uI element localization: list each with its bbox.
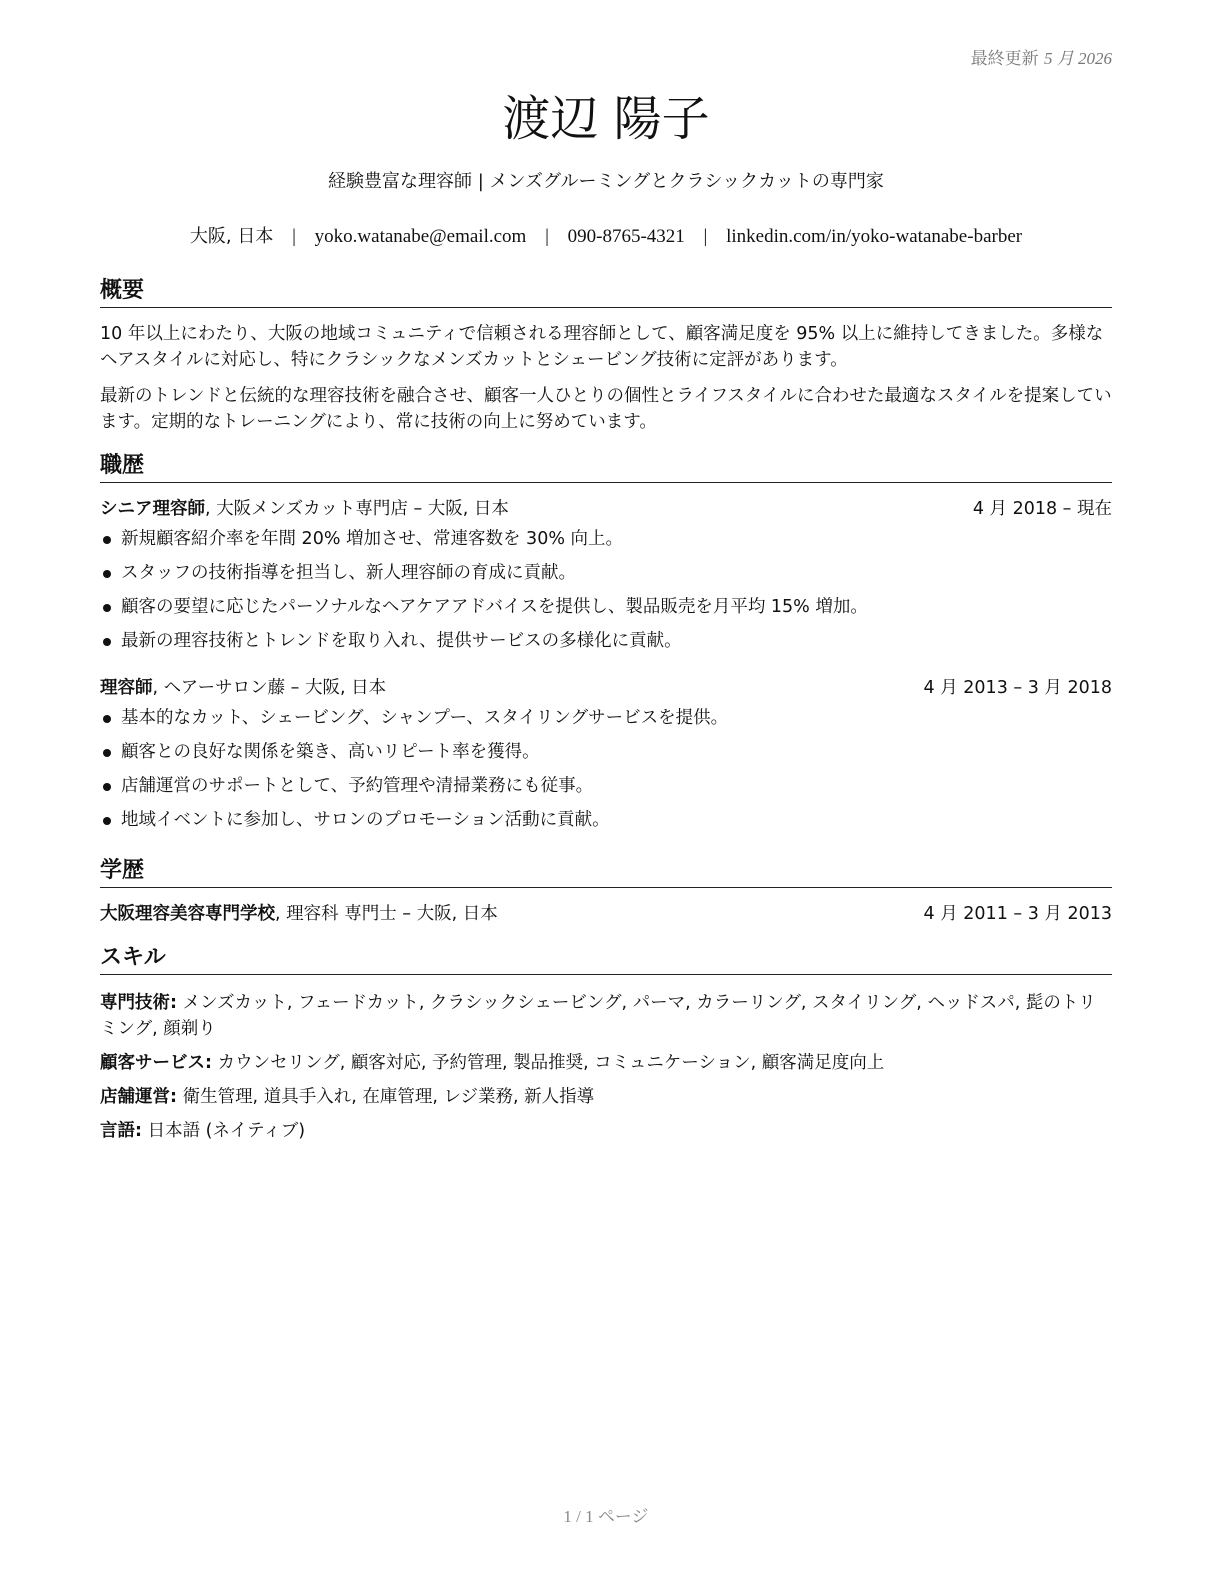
job-title-line: [100, 675, 386, 701]
job-role: シニア理容師: [100, 499, 205, 519]
contact-linkedin[interactable]: linkedin.com/in/yoko-watanabe-barber: [726, 226, 1023, 247]
resume-page: [100, 0, 1112, 1584]
skill-value: メンズカット, フェードカット, クラシックシェービング, パーマ, カラーリング, スタイリング, ヘッドスパ, 髭のトリミング, 顔剃り: [100, 993, 1096, 1039]
education-school: 大阪理容美容専門学校: [100, 904, 275, 924]
job-bullets: [100, 522, 1112, 658]
skill-value: 衛生管理, 道具手入れ, 在庫管理, レジ業務, 新人指導: [177, 1087, 595, 1107]
experience-section: [100, 452, 1112, 837]
job-bullet: スタッフの技術指導を担当し、新人理容師の育成に貢献。: [100, 556, 1112, 590]
education-section: [100, 857, 1112, 927]
job-place: , 大阪メンズカット専門店 – 大阪, 日本: [205, 499, 509, 519]
contact-location: 大阪, 日本: [189, 226, 274, 247]
contact-email[interactable]: yoko.watanabe@email.com: [314, 226, 527, 247]
job-bullet: 店舗運営のサポートとして、予約管理や清掃業務にも従事。: [100, 769, 1112, 803]
education-dates: 4 月 2011 – 3 月 2013: [923, 904, 1112, 924]
job-bullets: [100, 701, 1112, 837]
experience-title: 職歴: [100, 452, 1112, 483]
job-role: 理容師: [100, 678, 153, 698]
last-updated: [971, 44, 1112, 69]
job-bullet: 新規顧客紹介率を年間 20% 増加させ、常連客数を 30% 向上。: [100, 522, 1112, 556]
skill-line: [100, 1084, 1112, 1110]
job-bullet: 最新の理容技術とトレンドを取り入れ、提供サービスの多様化に貢献。: [100, 624, 1112, 658]
summary-paragraph-2: 最新のトレンドと伝統的な理容技術を融合させ、顧客一人ひとりの個性とライフスタイルに合わせた最適なスタイルを提案しています。定期的なトレーニングにより、常に技術の向上に努めています。: [100, 386, 1112, 432]
job-dates: 4 月 2013 – 3 月 2018: [923, 678, 1112, 698]
job-dates: 4 月 2018 – 現在: [972, 499, 1112, 519]
last-updated-date: 5 月 2026: [1044, 49, 1112, 68]
skill-value: 日本語 (ネイティブ): [142, 1121, 306, 1141]
skill-label: 店舗運営:: [100, 1087, 177, 1107]
summary-paragraph-1: 10 年以上にわたり、大阪の地域コミュニティで信頼される理容師として、顧客満足度を 95% 以上に維持してきました。多様なヘアスタイルに対応し、特にクラシックなメンズカットとシェービング技術に定評があります。: [100, 324, 1104, 370]
summary-section: [100, 277, 1112, 435]
contact-line: [100, 224, 1112, 250]
skill-label: 専門技術:: [100, 993, 177, 1013]
job-bullet: 地域イベントに参加し、サロンのプロモーション活動に貢献。: [100, 803, 1112, 837]
tagline: 経験豊富な理容師 | メンズグルーミングとクラシックカットの専門家: [328, 171, 884, 192]
skill-value: カウンセリング, 顧客対応, 予約管理, 製品推奨, コミュニケーション, 顧客満足度向上: [212, 1053, 885, 1073]
education-detail: , 理容科 専門士 – 大阪, 日本: [275, 904, 498, 924]
summary-title: 概要: [100, 277, 1112, 308]
contact-phone[interactable]: 090-8765-4321: [567, 226, 685, 247]
job-bullet: 顧客との良好な関係を築き、高いリピート率を獲得。: [100, 735, 1112, 769]
job-title-line: [100, 496, 509, 522]
job-place: , ヘアーサロン藤 – 大阪, 日本: [152, 678, 387, 698]
skill-line: [100, 1118, 1112, 1144]
contact-separator: |: [292, 226, 296, 247]
job-bullet: 基本的なカット、シェービング、シャンプー、スタイリングサービスを提供。: [100, 701, 1112, 735]
education-title-line: [100, 901, 498, 927]
skills-title: スキル: [100, 944, 1112, 975]
skill-label: 言語:: [100, 1121, 142, 1141]
skills-section: [100, 944, 1112, 1144]
page-indicator: 1 / 1 ページ: [563, 1507, 649, 1526]
job-bullet: 顧客の要望に応じたパーソナルなヘアケアアドバイスを提供し、製品販売を月平均 15% 増加。: [100, 590, 1112, 624]
job-entry: [100, 675, 1112, 837]
contact-separator: |: [545, 226, 549, 247]
candidate-name: 渡辺 陽子: [502, 91, 710, 147]
job-header: [100, 675, 1112, 701]
skill-line: [100, 990, 1112, 1042]
contact-separator: |: [703, 226, 708, 247]
skill-label: 顧客サービス:: [100, 1053, 212, 1073]
last-updated-label: 最終更新: [970, 49, 1039, 69]
skill-line: [100, 1050, 1112, 1076]
job-header: [100, 496, 1112, 522]
education-title: 学歴: [100, 857, 1112, 888]
education-entry: [100, 901, 1112, 927]
job-entry: [100, 496, 1112, 658]
